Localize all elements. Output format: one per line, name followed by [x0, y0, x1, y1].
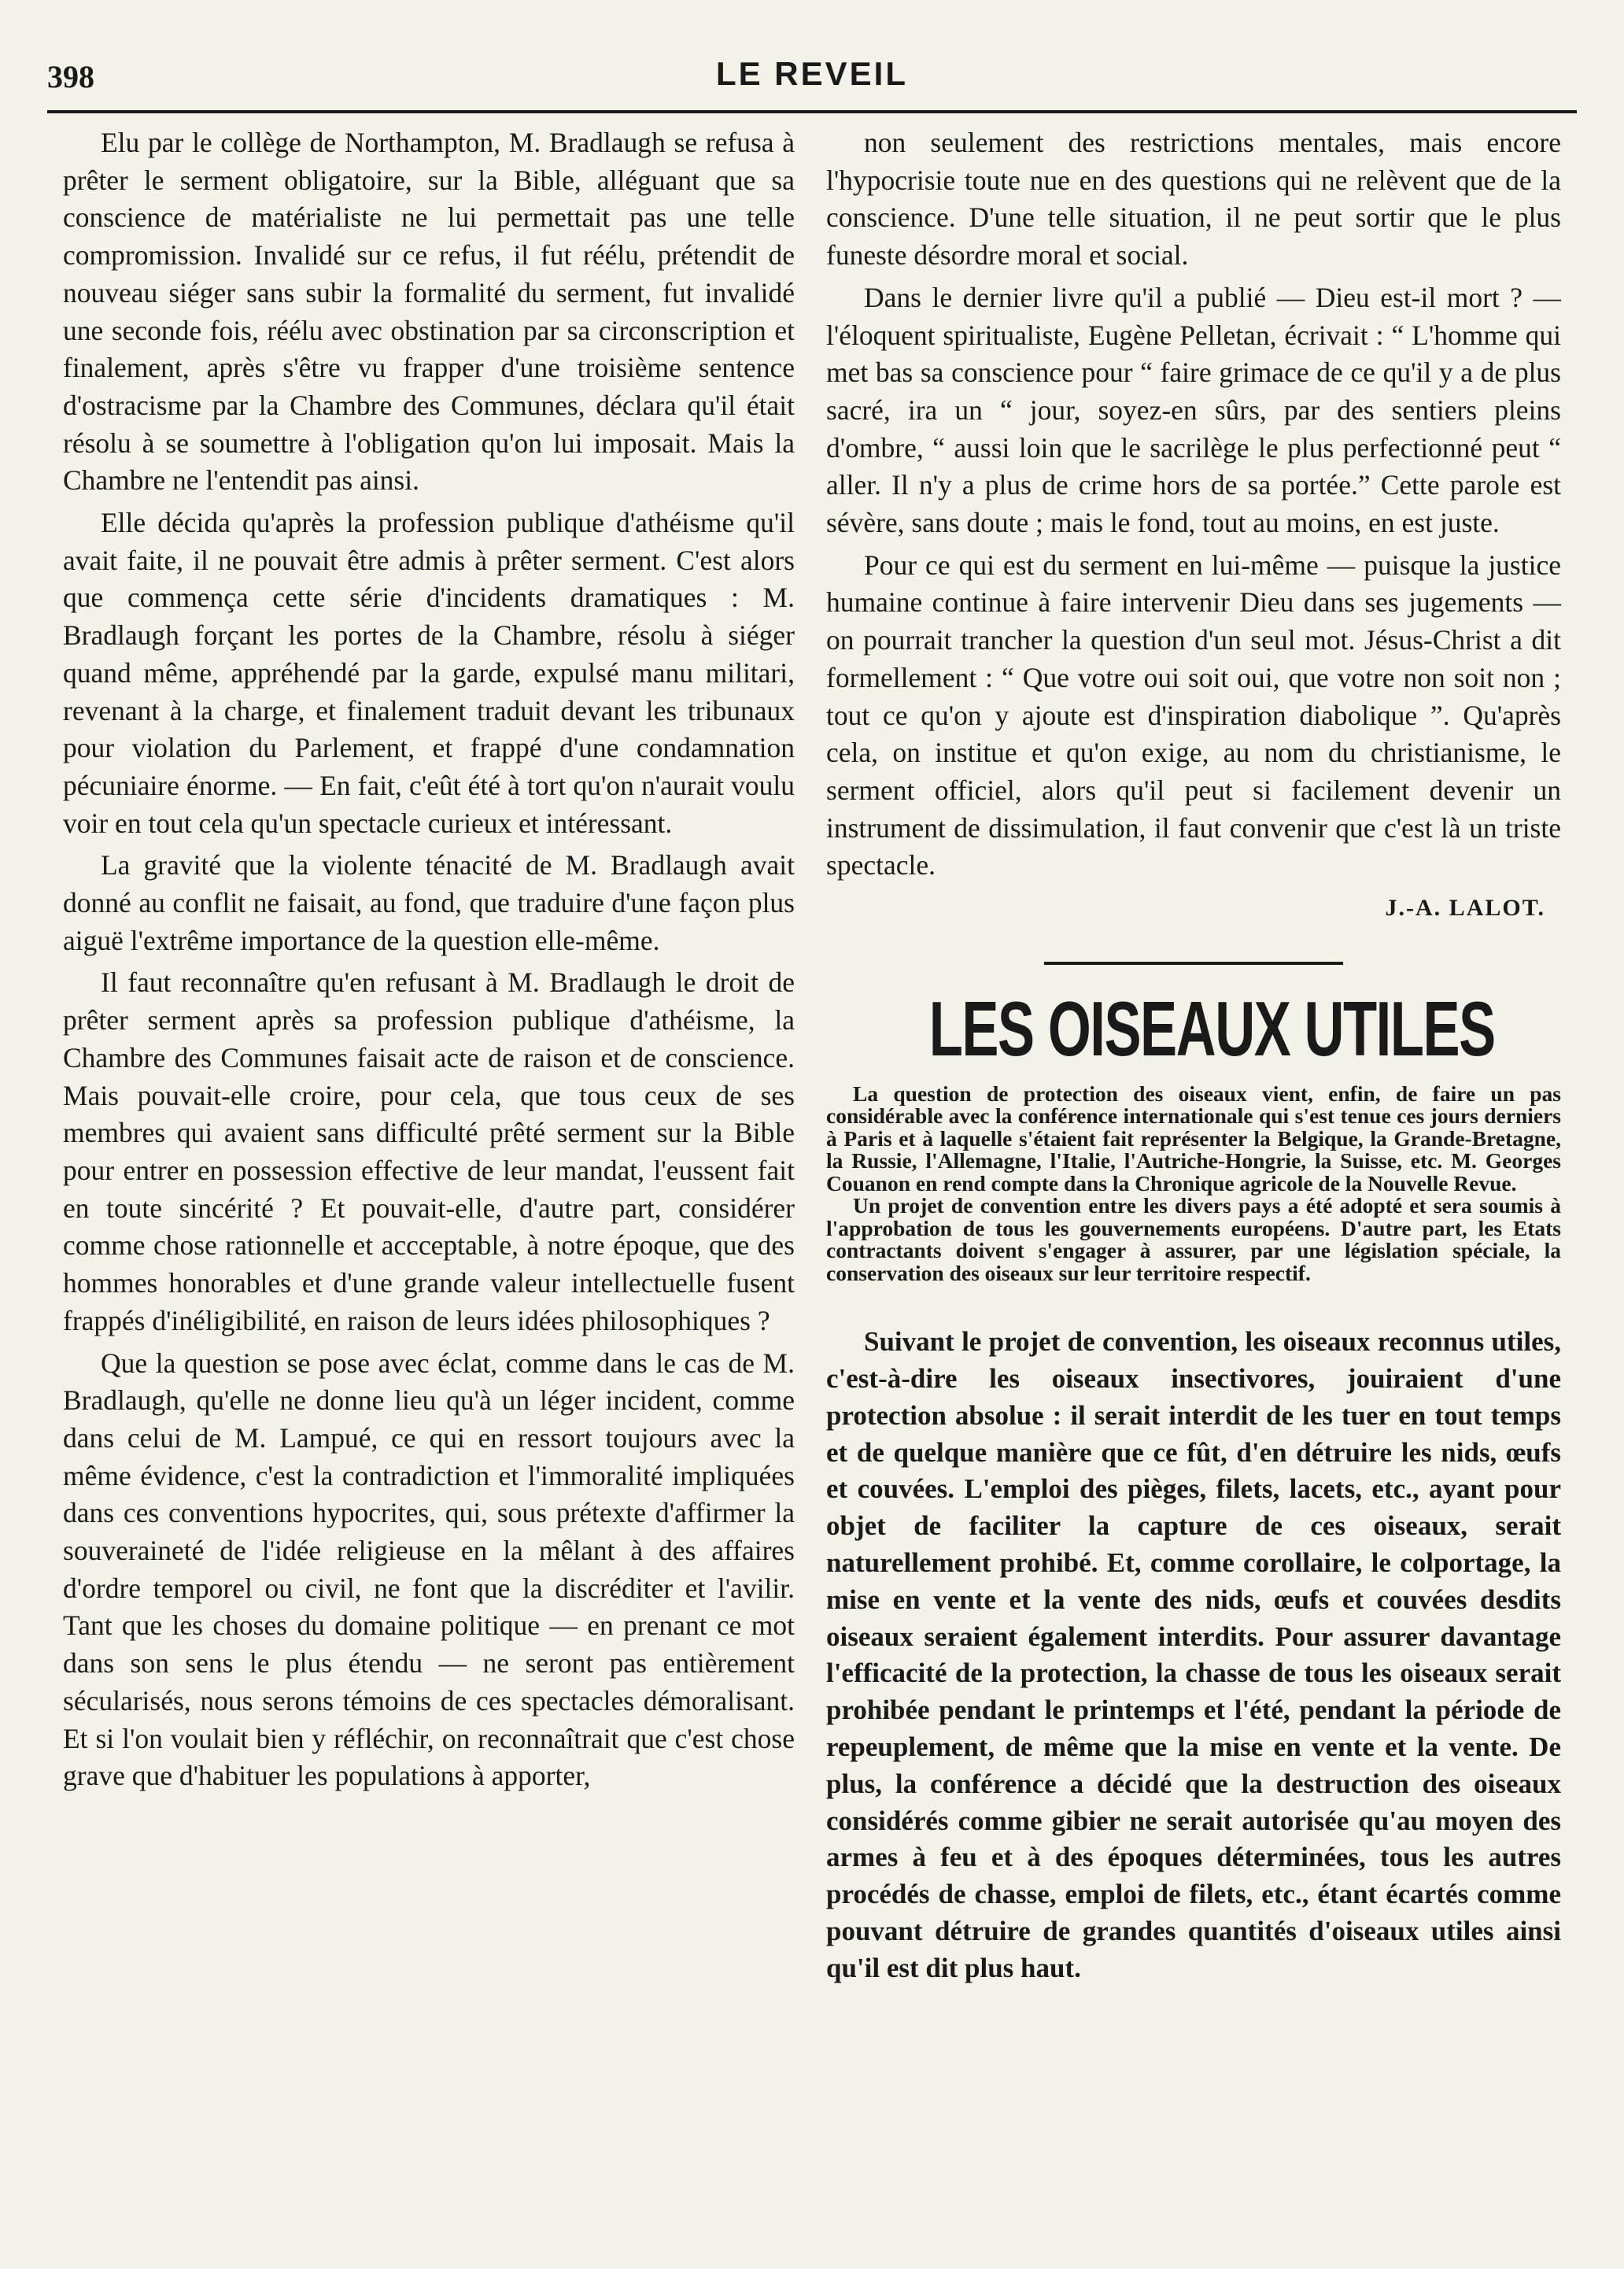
right-column — [826, 124, 1561, 1987]
section-body — [826, 1324, 1561, 1986]
author-signature: J.-A. LALOT. — [1385, 895, 1545, 922]
intro-paragraph: La question de protection des oiseaux vient, enfin, de faire un pas considérable avec la conférence internationale qui s'est tenue ces jours derniers à Paris et à laquelle s'étaient fait représenter la Belgique, la Grande-Bretagne, la Russie, l'Allemagne, l'Italie, l'Autriche-Hongrie, la Suisse, etc. M. Georges Couanon en rend compte dans la Chronique agricole de la Nouvelle Revue. — [826, 1081, 1561, 1195]
article-paragraph: La gravité que la violente ténacité de M. Bradlaugh avait donné au conflit ne faisait, au fond, que traduire d'une façon plus aiguë l'extrême importance de la question elle-même. — [63, 849, 795, 956]
left-column — [63, 124, 795, 1800]
article-paragraph: Elle décida qu'après la profession publique d'athéisme qu'il avait faite, il ne pouvait être admis à prêter serment. C'est alors que commença cette série d'incidents dramatiques : M. Bradlaugh forçant les portes de la Chambre, résolu à siéger quand même, appréhendé par la garde, expulsé manu militari, revenant à la charge, et finalement traduit devant les tribunaux pour violation du Parlement, et frappé d'une condamnation pécuniaire énorme. — En fait, c'eût été à tort qu'on n'aurait voulu voir en tout cela qu'un spectacle curieux et intéressant. — [63, 507, 795, 839]
article-paragraph: Que la question se pose avec éclat, comme dans le cas de M. Bradlaugh, qu'elle ne donne lieu qu'à un léger incident, comme dans celui de M. Lampué, ce qui en ressort toujours avec la même évidence, c'est la contradiction et l'immoralité impliquées dans ces conventions hypocrites, qui, sous prétexte d'affirmer la souveraineté de l'idée religieuse en la mêlant à des affaires d'ordre temporel ou civil, ne font que la discréditer et l'avilir. Tant que les choses du domaine politique — en prenant ce mot dans son sens le plus étendu — ne seront pas entièrement sécularisés, nous serons témoins de ces spectacles démoralisant. Et si l'on voulait bien y réfléchir, on reconnaîtrait que c'est chose grave que d'habituer les populations à apporter, — [63, 1347, 795, 1792]
article-paragraph: Elu par le collège de Northampton, M. Bradlaugh se refusa à prêter le serment obligatoire, sur la Bible, alléguant que sa conscience de matérialiste ne lui permettait pas une telle compromission. Invalidé sur ce refus, il fut réélu, prétendit de nouveau siéger sans subir la formalité du serment, fut invalidé une seconde fois, réélu avec obstination par sa circonscription et finalement, après s'être vu frapper d'une troisième sentence d'ostracisme par la Chambre des Communes, déclara qu'il était résolu à se soumettre à l'obligation qu'on lui imposait. Mais la Chambre ne l'entendit pas ainsi. — [63, 127, 795, 497]
header-rule — [47, 110, 1577, 113]
section-divider — [1044, 962, 1343, 965]
running-title: LE REVEIL — [715, 55, 909, 92]
article-paragraph: Il faut reconnaître qu'en refusant à M. Bradlaugh le droit de prêter serment après sa profession publique d'athéisme, la Chambre des Communes faisait acte de raison et de conscience. Mais pouvait-elle croire, pour cela, que tous ceux de ses membres qui avaient sans difficulté prêté serment sur la Bible pour entrer en possession effective de leur mandat, l'eussent fait en toute sincérité ? Et pouvait-elle, d'autre part, considérer comme chose rationnelle et accceptable, à notre époque, que des hommes honorables et d'une grande valeur intellectuelle fusent frappés d'inéligibilité, en raison de leurs idées philosophiques ? — [63, 966, 795, 1336]
intro-paragraph: Un projet de convention entre les divers pays a été adopté et sera soumis à l'approbation de tous les gouvernements européens. D'autre part, les Etats contractants doivent s'engager à assurer, par une législation spéciale, la conservation des oiseaux sur leur territoire respectif. — [826, 1193, 1561, 1285]
section-intro — [826, 1083, 1561, 1285]
section-title: LES OISEAUX UTILES — [928, 985, 1495, 1072]
page-header — [47, 55, 1577, 102]
article-paragraph: Dans le dernier livre qu'il a publié — Dieu est-il mort ? — l'éloquent spiritualiste, Eugène Pelletan, écrivait : “ L'homme qui met bas sa conscience pour “ faire grimace de ce qu'il y a de plus sacré, ira un “ jour, soyez-en sûrs, par des sentiers pleins d'ombre, “ aussi loin que le sacrilège le plus perfectionné peut “ aller. Il n'y a plus de crime hors de sa portée.” Cette parole est sévère, sans doute ; mais le fond, tout au moins, en est juste. — [826, 281, 1561, 539]
article-paragraph: Suivant le projet de convention, les oiseaux reconnus utiles, c'est-à-dire les oiseaux insectivores, jouiraient d'une protection absolue : il serait interdit de les tuer en tout temps et de quelque manière que ce fût, d'en détruire les nids, œufs et couvées. L'emploi des pièges, filets, lacets, etc., ayant pour objet de faciliter la capture de ces oiseaux, serait naturellement prohibé. Et, comme corollaire, le colportage, la mise en vente et la vente des nids, œufs et couvées desdits oiseaux seraient également interdits. Pour assurer davantage l'efficacité de la protection, la chasse de tous les oiseaux serait prohibée pendant le printemps et l'été, pendant la période de repeuplement, de même que la mise en vente et la vente. De plus, la conférence a décidé que la destruction des oiseaux considérés comme gibier ne serait autorisée qu'au moyen des armes à feu et à des époques déterminées, tous les autres procédés de chasse, emploi de filets, etc., étant écartés comme pouvant détruire de grandes quantités d'oiseaux utiles ainsi qu'il est dit plus haut. — [826, 1326, 1561, 1983]
article-paragraph: Pour ce qui est du serment en lui-même — puisque la justice humaine continue à faire intervenir Dieu dans ses jugements — on pourrait trancher la question d'un seul mot. Jésus-Christ a dit formellement : “ Que votre oui soit oui, que votre non soit non ; tout ce qu'on y ajoute est d'inspiration diabolique ”. Qu'après cela, on institue et qu'on exige, au nom du christianisme, le serment officiel, alors qu'il peut si facilement devenir un instrument de dissimulation, il faut convenir que c'est là un triste spectacle. — [826, 549, 1561, 881]
page-number: 398 — [47, 59, 94, 94]
article-paragraph: non seulement des restrictions mentales, mais encore l'hypocrisie toute nue en des questions qui ne relèvent que de la conscience. D'une telle situation, il ne peut sortir que le plus funeste désordre moral et social. — [826, 127, 1561, 272]
